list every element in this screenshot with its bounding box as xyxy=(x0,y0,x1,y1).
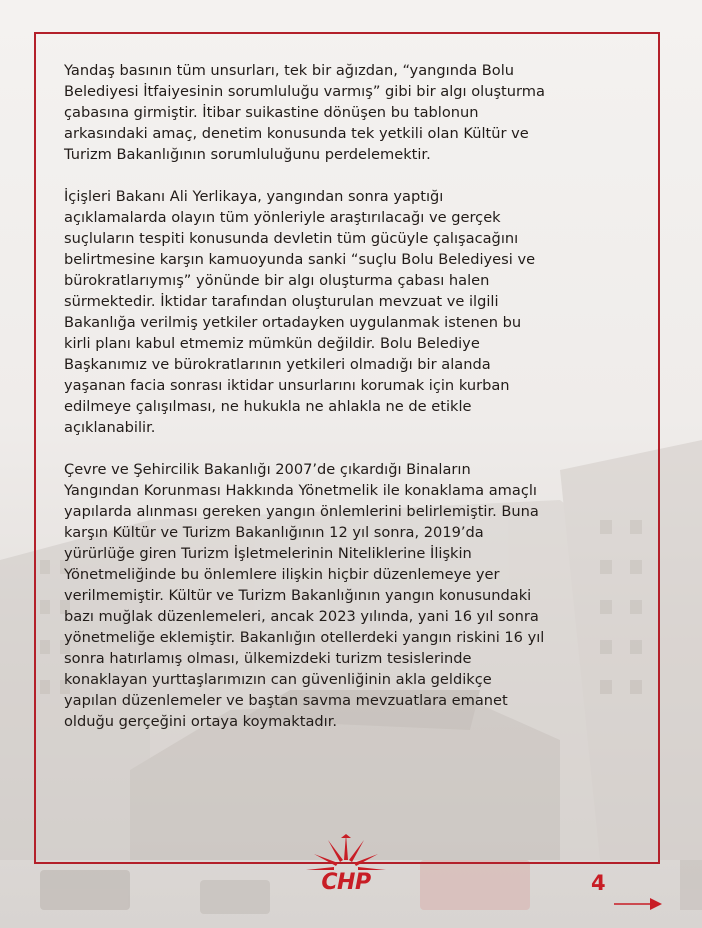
paragraph-3: Çevre ve Şehircilik Bakanlığı 2007’de çıkardığı Binaların Yangından Korunması Hakkında Yönetmelik ile konaklama amaçlı yapılarda alınması gereken yangın önlemlerini belirlemiştir. Buna karşın Kültür ve Turizm Bakanlığının 12 yıl sonra, 2019’da yürürlüğe giren Turizm İşletmelerinin Niteliklerine İlişkin Yönetmeliğinde bu önlemlere ilişkin hiçbir düzenlemeye yer verilmemiştir. Kültür ve Turizm Bakanlığının yangın konusundaki bazı muğlak düzenlemeleri, ancak 2023 yılında, yani 16 yıl sonra yönetmeliğe eklemiştir. Bakanlığın otellerdeki yangın riskini 16 yıl sonra hatırlamış olması, ülkemizdeki turizm tesislerinde konaklayan yurttaşlarımızın can güvenliğinin akla geldikçe yapılan düzenlemeler ve baştan savma mevzuatlara emanet olduğu gerçeğini ortaya koymaktadır. xyxy=(64,461,545,730)
arrow-right-icon xyxy=(614,896,664,912)
paragraph-2: İçişleri Bakanı Ali Yerlikaya, yangından sonra yaptığı açıklamalarda olayın tüm yönleriyle araştırılacağı ve gerçek suçluların tespiti konusunda devletin tüm gücüyle çalışacağını belirtmesine karşın kamuoyunda sanki “suçlu Bolu Belediyesi ve bürokratlarıymış” yönünde bir algı oluşturma çabası halen sürmektedir. İktidar tarafından oluşturulan mevzuat ve ilgili Bakanlığa verilmiş yetkiler ortadayken uygulanmak istenen bu kirli planı kabul etmemiz mümkün değildir. Bolu Belediye Başkanımız ve bürokratlarının yetkileri olmadığı bir alanda yaşanan facia sonrası iktidar unsurlarını korumak için kurban edilmeye çalışılması, ne hukukla ne ahlakla ne de etikle açıklanabilir. xyxy=(64,188,536,436)
page-number: 4 xyxy=(591,871,606,895)
paragraph-1: Yandaş basının tüm unsurları, tek bir ağızdan, “yangında Bolu Belediyesi İtfaiyesinin sorumluluğu varmış” gibi bir algı oluşturma çabasına girmiştir. İtibar suikastine dönüşen bu tablonun arkasındaki amaç, denetim konusunda tek yetkili olan Kültür ve Turizm Bakanlığının sorumluluğunu perdelemektir. xyxy=(64,62,545,163)
chp-brand-logo: CHP xyxy=(321,870,371,895)
document-body xyxy=(64,60,644,753)
